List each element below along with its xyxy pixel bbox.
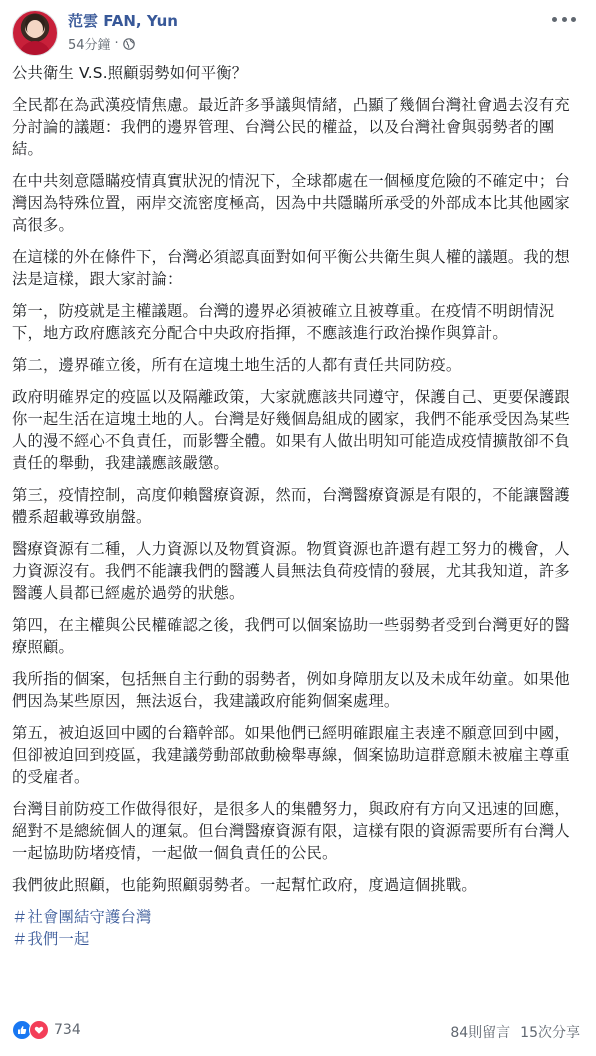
author-avatar[interactable] — [12, 10, 58, 56]
post-paragraph: 我所指的個案，包括無自主行動的弱勢者，例如身障朋友以及未成年幼童。如果他們因為某些原因，無法返台，我建議政府能夠個案處理。 — [12, 670, 570, 710]
post-meta — [68, 34, 135, 53]
post-header — [12, 6, 584, 58]
post-paragraph: 我們彼此照顧，也能夠照顧弱勢者。一起幫忙政府，度過這個挑戰。 — [12, 876, 477, 894]
post-paragraph: 醫療資源有二種，人力資源以及物質資源。物質資源也許還有趕工努力的機會，人力資源沒有。我們不能讓我們的醫護人員無法負荷疫情的發展，尤其我知道，許多醫護人員都已經處於過勞的狀態。 — [12, 540, 570, 602]
post-footer — [12, 1016, 584, 1048]
reactions-summary[interactable] — [12, 1020, 81, 1040]
comments-count-link[interactable]: 84則留言 — [450, 1025, 511, 1041]
post-paragraph: 全民都在為武漢疫情焦慮。最近許多爭議與情緒，凸顯了幾個台灣社會過去沒有充分討論的議題：我們的邊界管理、台灣公民的權益，以及台灣社會與弱勢者的團結。 — [12, 96, 570, 158]
reaction-count: 734 — [54, 1022, 81, 1038]
post-time[interactable]: 54分鐘 — [68, 38, 111, 53]
shares-count-link[interactable]: 15次分享 — [520, 1025, 580, 1041]
love-icon — [29, 1020, 49, 1040]
hashtag-link[interactable]: ＃我們一起 — [12, 930, 90, 948]
globe-icon[interactable] — [123, 38, 135, 50]
post-paragraph: 第五，被迫返回中國的台籍幹部。如果他們已經明確跟雇主表達不願意回到中國，但卻被迫回到疫區，我建議勞動部啟動檢舉專線，個案協助這群意願未被雇主尊重的受雇者。 — [12, 724, 570, 786]
hashtag-link[interactable]: ＃社會團結守護台灣 — [12, 908, 152, 926]
post-paragraph: 台灣目前防疫工作做得很好，是很多人的集體努力，與政府有方向又迅速的回應，絕對不是總統個人的運氣。但台灣醫療資源有限，這樣有限的資源需要所有台灣人一起協助防堵疫情，一起做一個負責任的公民。 — [12, 800, 570, 862]
post-paragraph: 在這樣的外在條件下，台灣必須認真面對如何平衡公共衛生與人權的議題。我的想法是這樣，跟大家討論： — [12, 248, 570, 288]
author-name[interactable]: 范雲 FAN, Yun — [68, 12, 178, 30]
avatar-shoulders — [19, 41, 51, 56]
meta-separator: · — [114, 36, 119, 51]
post-paragraph: 第四，在主權與公民權確認之後，我們可以個案協助一些弱勢者受到台灣更好的醫療照顧。 — [12, 616, 570, 656]
post-paragraph: 公共衛生 V.S.照顧弱勢如何平衡？ — [12, 64, 248, 82]
engagement-counts — [450, 1022, 580, 1042]
post-paragraph: 第二，邊界確立後，所有在這塊土地生活的人都有責任共同防疫。 — [12, 356, 462, 374]
more-options-icon[interactable] — [552, 12, 576, 26]
post-paragraph: 在中共刻意隱瞞疫情真實狀況的情況下，全球都處在一個極度危險的不確定中；台灣因為特殊位置，兩岸交流密度極高，因為中共隱瞞所承受的外部成本比其他國家高很多。 — [12, 172, 570, 234]
post-paragraph: 第一，防疫就是主權議題。台灣的邊界必須被確立且被尊重。在疫情不明朗情況下，地方政府應該充分配合中央政府指揮，不應該進行政治操作與算計。 — [12, 302, 555, 342]
post-body — [12, 62, 584, 950]
avatar-face — [27, 20, 43, 38]
post-paragraph: 政府明確界定的疫區以及隔離政策，大家就應該共同遵守，保護自己、更要保護跟你一起生活在這塊土地的人。台灣是好幾個島組成的國家，我們不能承受因為某些人的漫不經心不負責任，而影響全體。如果有人做出明知可能造成疫情擴散卻不負責任的舉動，我建議應該嚴懲。 — [12, 388, 570, 472]
post-paragraph: 第三，疫情控制，高度仰賴醫療資源，然而，台灣醫療資源是有限的，不能讓醫護體系超載導致崩盤。 — [12, 486, 570, 526]
